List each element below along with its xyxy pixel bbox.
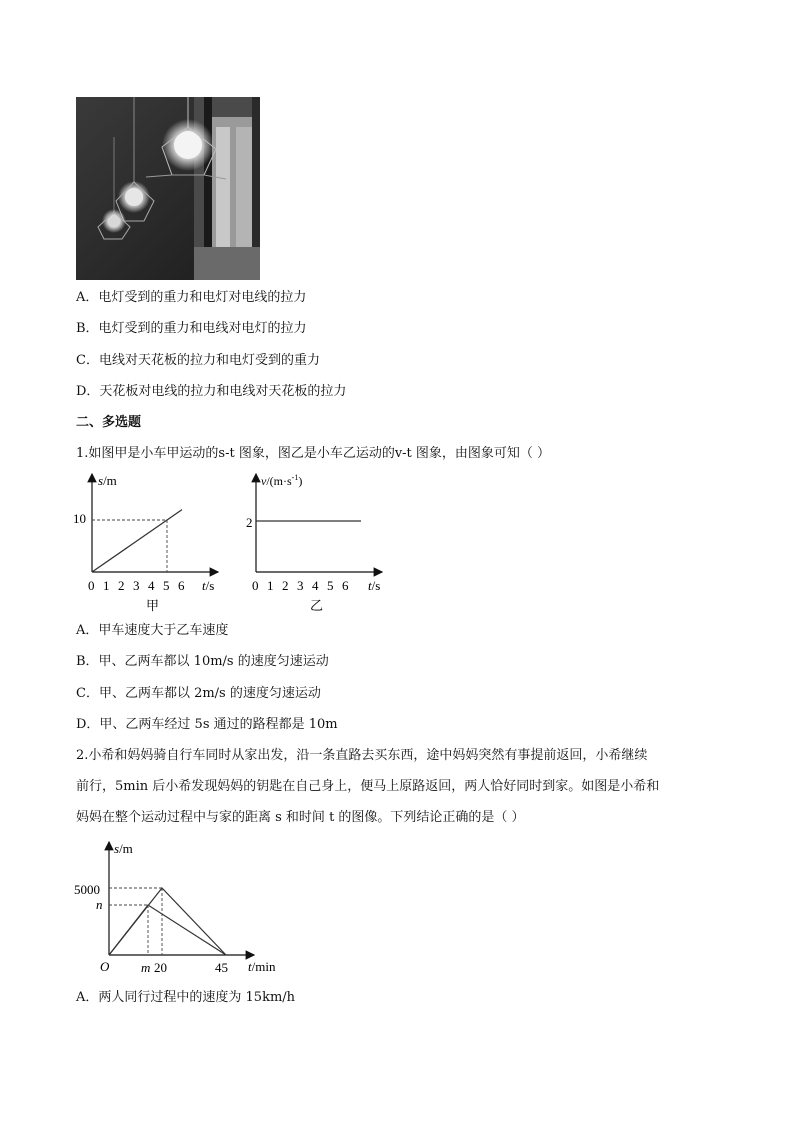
hanging-lamp-photo [76, 97, 260, 280]
q2-x-tick-m: m [141, 960, 151, 975]
jia-caption: 甲 [146, 598, 160, 613]
option-b: B．电灯受到的重力和电线对电灯的拉力 [76, 321, 307, 336]
question-2-stem-line-2: 前行，5min 后小希发现妈妈的钥匙在自己身上，便马上原路返回，两人恰好同时到家。如图是小希和 [76, 779, 660, 794]
yi-xlabel-var: t [368, 578, 372, 593]
jia-ylabel-unit: /m [103, 473, 117, 488]
q2-y-tick-n: n [96, 897, 103, 912]
jia-x-tick: 0 [88, 578, 95, 593]
q2-ylabel-var: s [114, 841, 120, 856]
jia-x-tick: 4 [148, 578, 155, 593]
yi-x-tick: 0 [252, 578, 259, 593]
svg-text:s/m [98, 473, 117, 488]
q1-option-a: A．甲车速度大于乙车速度 [76, 623, 229, 638]
jia-xlabel-unit: /s [205, 578, 215, 593]
yi-caption: 乙 [310, 598, 324, 613]
q2-origin-label: O [100, 959, 110, 974]
jia-st-line [92, 510, 182, 572]
q2-xlabel-unit: /min [251, 959, 276, 974]
q2-option-a: A．两人同行过程中的速度为 15km/h [76, 990, 296, 1005]
q2-x-tick-20: 20 [154, 960, 167, 975]
q1-option-d: D．甲、乙两车经过 5s 通过的路程都是 10m [76, 717, 338, 732]
jia-x-tick: 2 [118, 578, 125, 593]
jia-x-tick: 6 [178, 578, 185, 593]
yi-ylabel-unit: /(m·s [266, 474, 292, 488]
q2-x-tick-45: 45 [215, 960, 228, 975]
yi-ylabel-exp: -1 [291, 473, 299, 482]
chart-yi [238, 466, 398, 616]
jia-y-tick: 10 [73, 511, 86, 526]
yi-x-tick: 6 [342, 578, 349, 593]
chart-jia [70, 466, 230, 616]
yi-x-tick: 3 [297, 578, 304, 593]
jia-x-tick: 1 [103, 578, 110, 593]
q2-xlabel-var: t [248, 959, 252, 974]
jia-ylabel-var: s [98, 473, 104, 488]
svg-text:t/s [202, 578, 214, 593]
q2-daughter-line [109, 888, 226, 955]
jia-x-tick: 5 [163, 578, 170, 593]
jia-xlabel-var: t [202, 578, 206, 593]
yi-x-tick: 4 [312, 578, 319, 593]
option-d: D．天花板对电线的拉力和电线对天花板的拉力 [76, 384, 347, 399]
svg-text:s/m [114, 841, 133, 856]
yi-y-tick: 2 [246, 515, 253, 530]
q1-option-c: C．甲、乙两车都以 2m/s 的速度匀速运动 [76, 686, 321, 701]
svg-text:t/s [368, 578, 380, 593]
option-a: A．电灯受到的重力和电灯对电线的拉力 [76, 290, 307, 305]
section-heading: 二、多选题 [76, 415, 142, 430]
chart-q2 [70, 836, 300, 982]
q2-y-tick-5000: 5000 [74, 882, 100, 897]
q2-ylabel-unit: /m [119, 841, 133, 856]
question-2-stem-line-1: 2.小希和妈妈骑自行车同时从家出发，沿一条直路去买东西，途中妈妈突然有事提前返回，小希继续 [76, 748, 648, 763]
question-2-stem-line-3: 妈妈在整个运动过程中与家的距离 s 和时间 t 的图像。下列结论正确的是（ ） [76, 810, 525, 825]
option-c: C．电线对天花板的拉力和电灯受到的重力 [76, 353, 320, 368]
yi-xlabel-unit: /s [371, 578, 381, 593]
yi-x-tick: 2 [282, 578, 289, 593]
yi-x-tick: 5 [327, 578, 334, 593]
q1-option-b: B．甲、乙两车都以 10m/s 的速度匀速运动 [76, 654, 329, 669]
jia-x-tick: 3 [133, 578, 140, 593]
q2-mother-line [109, 905, 226, 955]
question-1-stem: 1.如图甲是小车甲运动的s-t 图象，图乙是小车乙运动的v-t 图象，由图象可知（ ） [76, 446, 551, 461]
yi-x-tick: 1 [267, 578, 274, 593]
yi-ylabel-close: ) [298, 474, 303, 488]
svg-text:v/(m·s-1) [261, 473, 302, 488]
yi-ylabel-var: v [261, 474, 267, 488]
svg-text:t/min [248, 959, 276, 974]
